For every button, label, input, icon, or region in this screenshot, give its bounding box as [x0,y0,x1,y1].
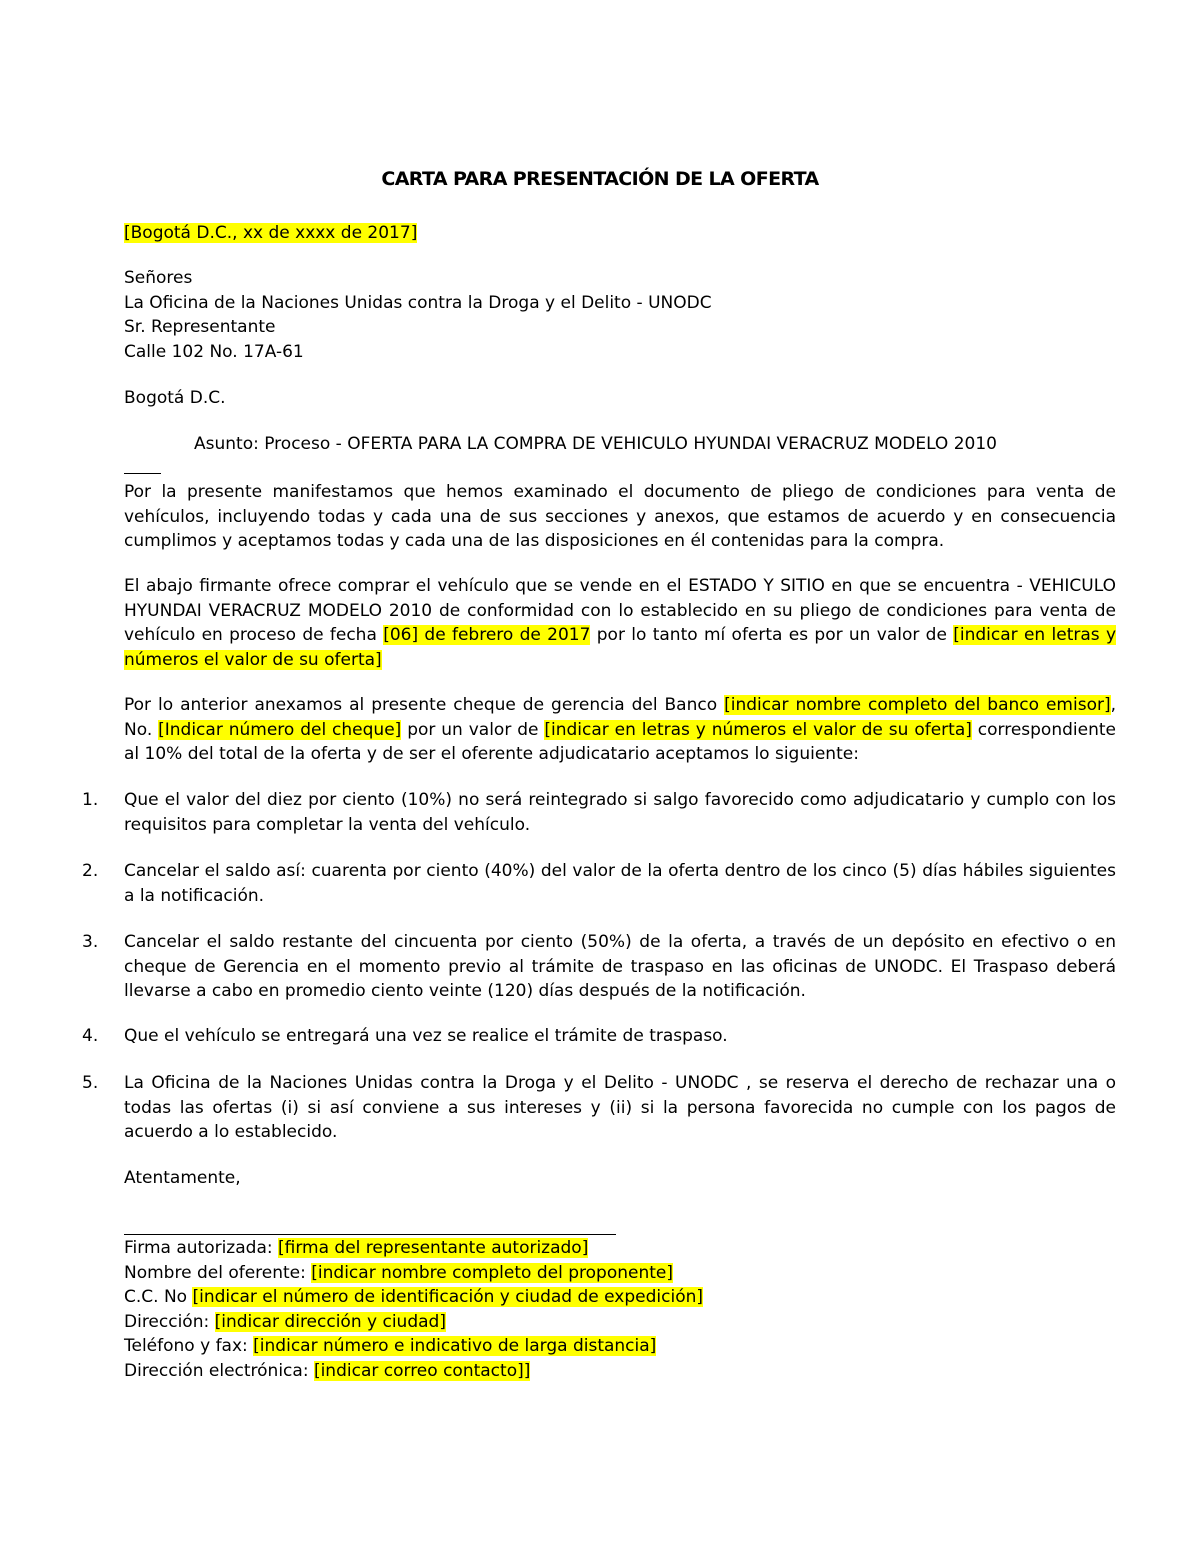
date-placeholder: [Bogotá D.C., xx de xxxx de 2017] [124,223,418,243]
recipient-attention: Sr. Representante [124,317,276,337]
list-item: La Oficina de la Naciones Unidas contra la Droga y el Delito - UNODC , se reserva el derecho de rechazar una o todas las ofertas (i) si así conviene a sus intereses y (ii) si la persona favorecida no cumple con los pagos de acuerdo a lo establecido. [124,1073,1116,1142]
list-item: Que el valor del diez por ciento (10%) no será reintegrado si salgo favorecido como adjudicatario y cumplo con los requisitos para completar la venta del vehículo. [124,790,1116,835]
paragraph-3-text-b: , No. [124,695,1116,740]
direccion-highlight: [indicar dirección y ciudad] [214,1311,446,1332]
paragraph-3-text-c: por un valor de [401,719,545,740]
recipient-address: Calle 102 No. 17A-61 [124,341,304,362]
signature-cc: C.C. No [indicar el número de identificación y ciudad de expedición] [124,1287,703,1307]
paragraph-2 [124,574,1116,672]
signature-email: Dirección electrónica: [indicar correo contacto]] [124,1360,531,1381]
paragraph-3-text-a: Por lo anterior anexamos al presente cheque de gerencia del Banco [124,695,725,715]
cc-highlight: [indicar el número de identificación y ciudad de expedición] [192,1287,703,1307]
paragraph-3-text-d: correspondiente al 10% del total de la oferta y de ser el oferente adjudicatario aceptamos lo siguiente: [124,719,1116,764]
salutation: Señores [124,268,193,288]
process-date-highlight: [06] de febrero de 2017 [383,625,591,645]
firma-highlight: [firma del representante autorizado] [278,1238,589,1258]
list-item-number: 3. [82,932,99,952]
subject-line: Asunto: Proceso - OFERTA PARA LA COMPRA DE VEHICULO HYUNDAI VERACRUZ MODELO 2010 [194,434,997,454]
signature-firma: Firma autorizada: [firma del representante autorizado] [124,1238,589,1258]
paragraph-1: Por la presente manifestamos que hemos examinado el documento de pliego de condiciones para venta de vehículos, incluyendo todas y cada una de sus secciones y anexos, que estamos de acuerdo y en consecuencia cumplimos y aceptamos todas y cada una de las disposiciones en él contenidas para la compra. [124,482,1116,551]
list-item: Cancelar el saldo restante del cincuenta por ciento (50%) de la oferta, a través de un depósito en efectivo o en cheque de Gerencia en el momento previo al trámite de traspaso en las oficinas de UNODC. El Traspaso deberá llevarse a cabo en promedio ciento veinte (120) días después de la notificación. [124,932,1116,1001]
recipient-city: Bogotá D.C. [124,388,226,408]
paragraph-3 [124,693,1116,767]
list-item: Cancelar el saldo así: cuarenta por ciento (40%) del valor de la oferta dentro de los cinco (5) días hábiles siguientes a la notificación. [124,861,1116,906]
check-number-highlight: [Indicar número del cheque] [158,719,402,740]
list-item-number: 5. [82,1073,99,1093]
paragraph-2-text-a: El abajo firmante ofrece comprar el vehículo que se vende en el ESTADO Y SITIO en que se encuentra - VEHICULO HYUNDAI VERACRUZ MODELO 2010 de conformidad con lo establecido en su pliego de condiciones para venta de vehículo en proceso de fecha [124,576,1116,645]
signature-telefono: Teléfono y fax: [indicar número e indicativo de larga distancia] [124,1336,657,1356]
telefono-highlight: [indicar número e indicativo de larga distancia] [253,1336,657,1356]
nombre-highlight: [indicar nombre completo del proponente] [311,1262,673,1283]
check-value-highlight: [indicar en letras y números el valor de su oferta] [544,719,972,740]
list-item-number: 4. [82,1026,99,1046]
email-highlight: [indicar correo contacto]] [313,1360,531,1381]
list-item: Que el vehículo se entregará una vez se realice el trámite de traspaso. [124,1026,728,1046]
recipient-block [124,266,1116,364]
paragraph-2-text-b: por lo tanto mí oferta es por un valor de [590,625,954,645]
signature-block [124,1236,1116,1383]
recipient-organization: La Oficina de la Naciones Unidas contra la Droga y el Delito - UNODC [124,292,712,313]
signature-nombre: Nombre del oferente: [indicar nombre completo del proponente] [124,1262,673,1283]
offer-value-highlight: [indicar en letras y números el valor de su oferta] [124,625,1117,670]
bank-name-highlight: [indicar nombre completo del banco emisor] [724,695,1111,715]
list-item-number: 2. [82,861,99,881]
signature-line [124,1234,616,1235]
closing: Atentamente, [124,1168,241,1188]
subject-rule [124,473,161,474]
document-title: CARTA PARA PRESENTACIÓN DE LA OFERTA [381,168,819,190]
list-item-number: 1. [82,790,99,810]
signature-direccion: Dirección: [indicar dirección y ciudad] [124,1311,446,1332]
date-line [124,221,1116,246]
